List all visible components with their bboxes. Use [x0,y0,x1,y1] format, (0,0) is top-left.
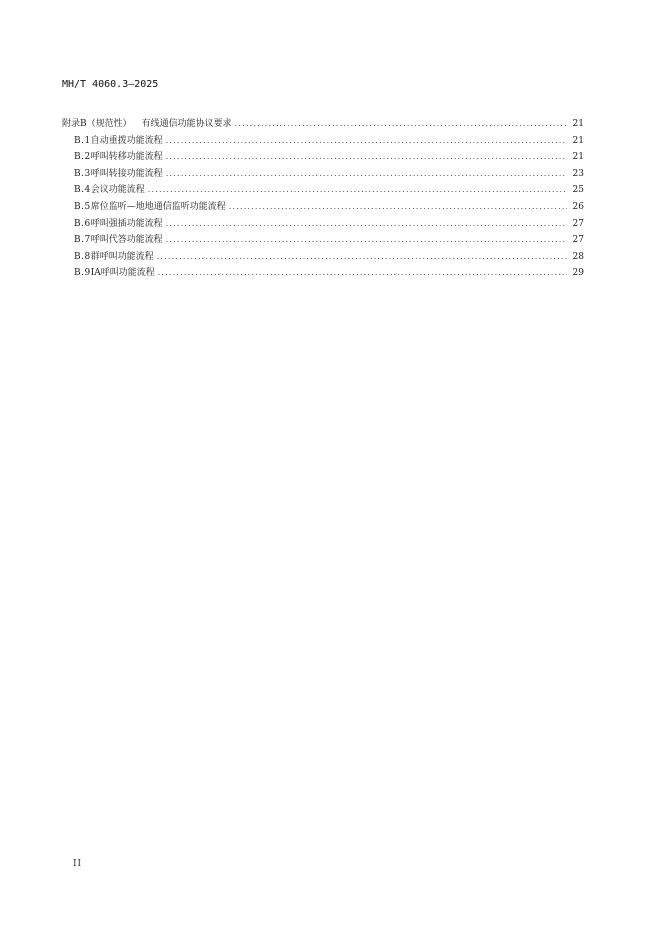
toc-entry-title [62,116,232,133]
toc-entry-page: 21 [572,119,584,129]
dot-leader [166,149,567,166]
toc-item-b3[interactable] [62,166,584,183]
toc-item-number: B.8 [74,251,91,262]
toc-item-page: 25 [572,185,584,196]
toc-item-number: B.1 [74,135,91,146]
toc-item-b4[interactable] [62,182,584,199]
toc-item-number: B.9 [74,268,91,279]
toc-item-b8[interactable] [62,249,584,266]
dot-leader [158,265,567,282]
toc-item-page: 27 [572,218,584,229]
dot-leader [235,116,567,133]
table-of-contents [62,116,584,282]
dot-leader [166,232,567,249]
toc-item-title: 呼叫转移功能流程 [90,152,163,163]
toc-item-b5[interactable] [62,199,584,216]
toc-item-number: B.5 [74,201,91,212]
toc-item-title: 席位监听—地地通信监听功能流程 [90,201,226,212]
toc-item-title: 会议功能流程 [90,185,145,196]
toc-item-title: 呼叫转接功能流程 [90,168,163,179]
toc-item-page: 27 [572,235,584,246]
toc-item-page: 23 [572,168,584,179]
dot-leader [157,249,567,266]
toc-item-number: B.3 [74,168,91,179]
toc-item-page: 21 [572,152,584,163]
toc-item-title: IA呼叫功能流程 [90,268,155,279]
toc-item-page: 29 [572,268,584,279]
toc-item-b7[interactable] [62,232,584,249]
annex-title: 有线通信功能协议要求 [141,119,232,129]
document-code-header: MH/T 4060.3—2025 [62,79,159,90]
toc-item-number: B.4 [74,185,91,196]
toc-item-b9[interactable] [62,265,584,282]
annex-prefix: 附录B（规范性） [62,119,132,129]
toc-item-b6[interactable] [62,216,584,233]
toc-item-title: 呼叫强插功能流程 [90,218,163,229]
dot-leader [229,199,567,216]
toc-item-number: B.2 [74,152,91,163]
toc-item-title: 呼叫代答功能流程 [90,235,163,246]
dot-leader [166,216,567,233]
toc-item-title: 自动重拨功能流程 [90,135,163,146]
dot-leader [148,182,567,199]
toc-item-title: 群呼叫功能流程 [90,251,154,262]
toc-annex-entry[interactable] [62,116,584,133]
page-number-footer: II [73,859,83,869]
toc-item-page: 26 [572,201,584,212]
toc-item-number: B.6 [74,218,91,229]
toc-item-b2[interactable] [62,149,584,166]
toc-item-number: B.7 [74,235,91,246]
dot-leader [166,166,567,183]
dot-leader [166,133,567,150]
toc-item-page: 28 [572,251,584,262]
toc-item-page: 21 [572,135,584,146]
toc-item-b1[interactable] [62,133,584,150]
